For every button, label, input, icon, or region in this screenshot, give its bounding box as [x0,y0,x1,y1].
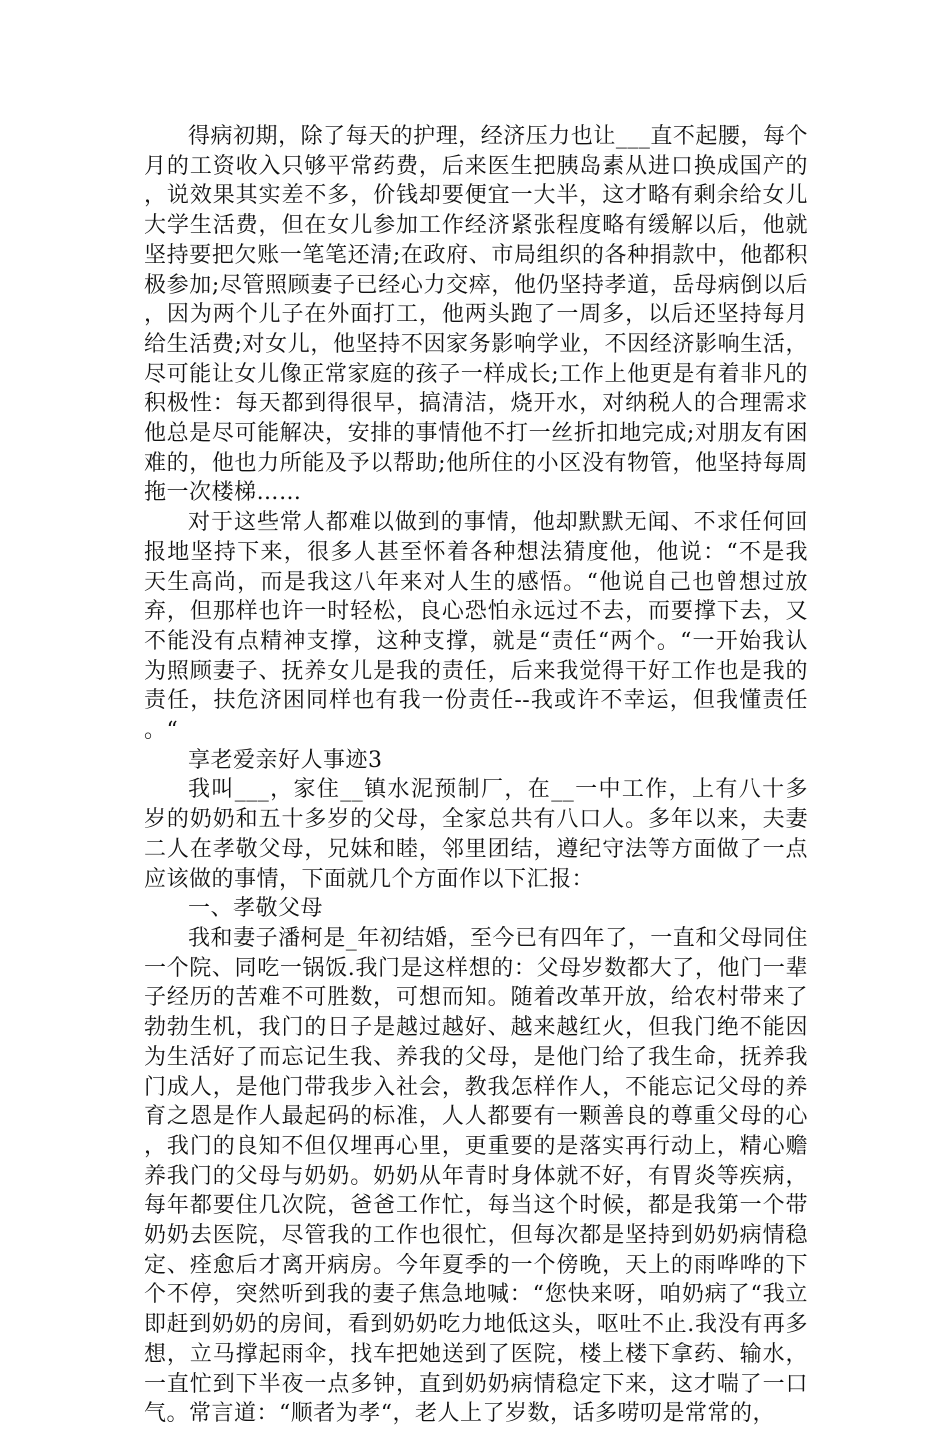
subsection-heading: 一、孝敬父母 [188,896,324,922]
paragraph-care-burden: 得病初期，除了每天的护理，经济压力也让___直不起腰，每个月的工资收入只够平常药费，后来医生把胰岛素从进口换成国产的，说效果其实差不多，价钱却要便宜一大半，这才略有剩余给女儿大学生活费，但在女儿参加工作经济紧张程度略有缓解以后，他就坚持要把欠账一笔笔还清;在政府、市局组织的各种捐款中，他都积极参加;尽管照顾妻子已经心力交瘁，他仍坚持孝道，岳母病倒以后，因为两个儿子在外面打工，他两头跑了一周多，以后还坚持每月给生活费;对女儿，他坚持不因家务影响学业，不因经济影响生活，尽可能让女儿像正常家庭的孩子一样成长;工作上他更是有着非凡的积极性：每天都到得很早，搞清洁，烧开水，对纳税人的合理需求他总是尽可能解决，安排的事情他不打一丝折扣地完成;对朋友有困难的，他也力所能及予以帮助;他所住的小区没有物管，他坚持每周拖一次楼梯…… [144,124,808,506]
paragraph-responsibility: 对于这些常人都难以做到的事情，他却默默无闻、不求任何回报地坚持下来，很多人甚至怀着各种想法猜度他，他说：“不是我天生高尚，而是我这八年来对人生的感悟。“他说自己也曾想过放弃，但那样也许一时轻松，良心恐怕永远过不去，而要撑下去，又不能没有点精神支撑，这种支撑，就是“责任“两个。“一开始我认为照顾妻子、抚养女儿是我的责任，后来我觉得干好工作也是我的责任，扶危济困同样也有我一份责任--我或许不幸运，但我懂责任。“ [144,510,808,744]
document-page [144,122,808,1429]
paragraph-filial-piety: 我和妻子潘柯是_年初结婚，至今已有四年了，一直和父母同住一个院、同吃一锅饭.我门是这样想的：父母岁数都大了，他门一辈子经历的苦难不可胜数，可想而知。随着改革开放，给农村带来了勃勃生机，我门的日子是越过越好、越来越红火，但我门绝不能因为生活好了而忘记生我、养我的父母，是他门给了我生命，抚养我门成人，是他门带我步入社会，教我怎样作人，不能忘记父母的养育之恩是作人最起码的标准，人人都要有一颗善良的尊重父母的心，我门的良知不但仅埋再心里，更重要的是落实再行动上，精心赡养我门的父母与奶奶。奶奶从年青时身体就不好，有胃炎等疾病，每年都要住几次院，爸爸工作忙，每当这个时候，都是我第一个带奶奶去医院，尽管我的工作也很忙，但每次都是坚持到奶奶病情稳定、痊愈后才离开病房。今年夏季的一个傍晚，天上的雨哗哗的下个不停，突然听到我的妻子焦急地喊：“您快来呀，咱奶病了“我立即赶到奶奶的房间，看到奶奶吃力地低这头，呕吐不止.我没有再多想，立马撑起雨伞，找车把她送到了医院，楼上楼下拿药、输水，一直忙到下半夜一点多钟，直到奶奶病情稳定下来，这才喘了一口气。常言道：“顺者为孝“，老人上了岁数，话多唠叨是常常的， [144,925,808,1427]
section-title: 享老爱亲好人事迹3 [188,747,383,773]
paragraph-introduction: 我叫___，家住__镇水泥预制厂，在__一中工作，上有八十多岁的奶奶和五十多岁的父母，全家总共有八口人。多年以来，夫妻二人在孝敬父母，兄妹和睦，邻里团结，遵纪守法等方面做了一点应该做的事情，下面就几个方面作以下汇报： [144,777,808,892]
